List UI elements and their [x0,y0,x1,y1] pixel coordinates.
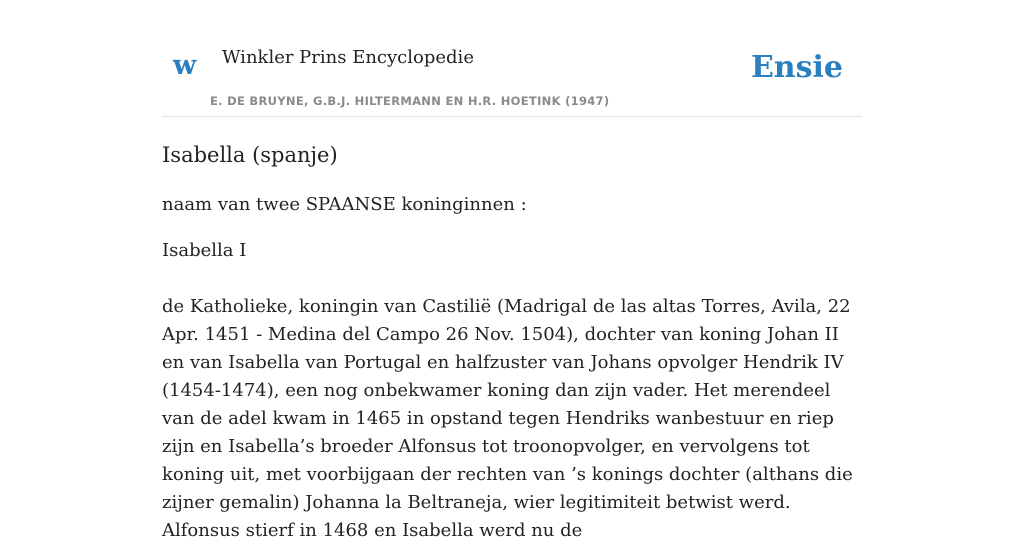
ensie-logo[interactable]: Ensie [750,50,843,85]
article-subtitle: Isabella I [162,240,247,261]
article-intro: naam van twee SPAANSE koninginnen : [162,194,527,215]
source-title-link[interactable]: Winkler Prins Encyclopedie [222,47,474,68]
article-body: de Katholieke, koningin van Castilië (Madrigal de las altas Torres, Avila, 22 Apr. 1451 - Medina del Campo 26 Nov. 1504), dochter van koning Johan II en van Isabella van Portugal en halfzuster van Johans opvolger Hendrik IV (1454-1474), een nog onbekwamer koning dan zijn vader. Het merendeel van de adel kwam in 1465 in opstand tegen Hendriks wanbestuur en riep zijn en Isabella’s broeder Alfonsus tot troonopvolger, en vervolgens tot koning uit, met voorbijgaan der rechten van ’s konings dochter (althans die zijner gemalin) Johanna la Beltraneja, wier legitimiteit betwist werd. Alfonsus stierf in 1468 en Isabella werd nu de [162,296,853,541]
article-content [162,140,862,545]
source-logo-icon[interactable]: w [173,50,197,81]
source-authors: E. DE BRUYNE, G.B.J. HILTERMANN EN H.R. HOETINK (1947) [210,94,610,108]
source-header [162,0,862,117]
article-title: Isabella (spanje) [162,143,338,167]
